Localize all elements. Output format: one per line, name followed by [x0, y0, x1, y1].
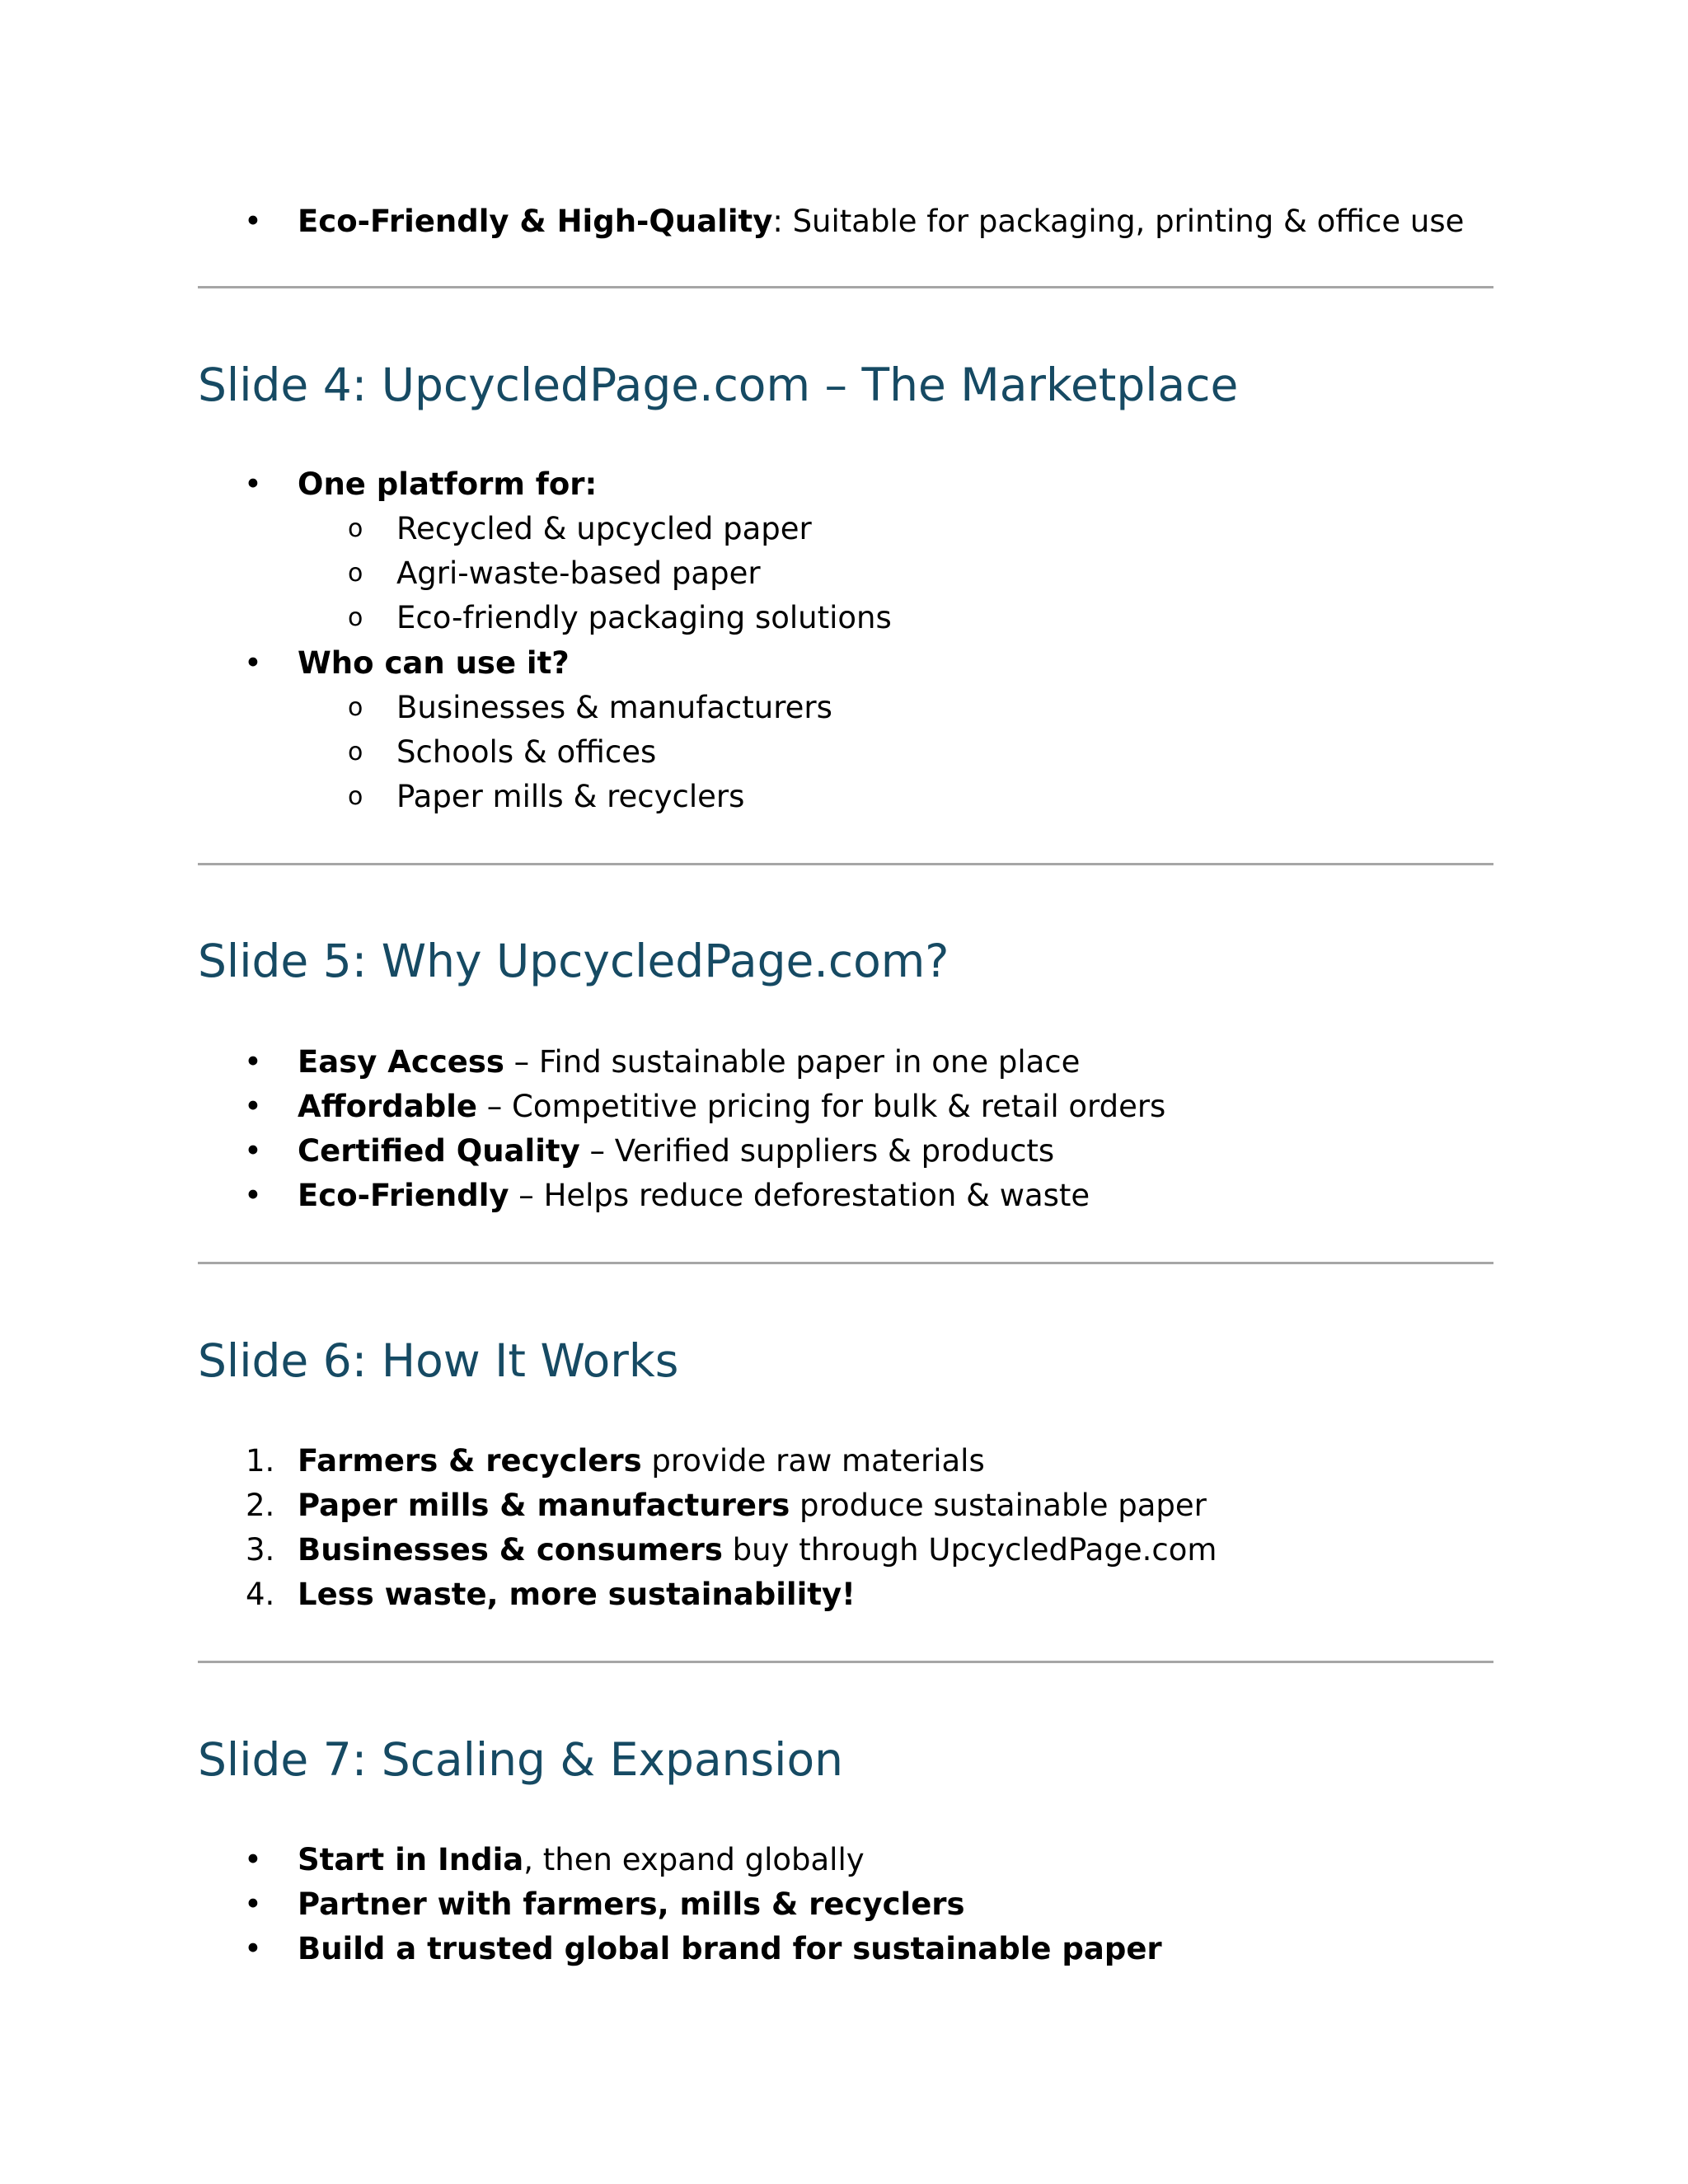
list-number: 1.: [246, 1443, 275, 1479]
sub-list-item-text: Eco-friendly packaging solutions: [396, 600, 892, 635]
list-item-bold: Affordable: [298, 1089, 477, 1124]
sub-list-item-text: Businesses & manufacturers: [396, 690, 832, 725]
list-item-text: buy through UpcycledPage.com: [722, 1532, 1217, 1568]
sub-list-item-text: Schools & offices: [396, 734, 657, 770]
sub-bullet-marker: o: [348, 559, 363, 588]
sub-list-item-text: Paper mills & recyclers: [396, 779, 745, 814]
divider: [198, 1661, 1493, 1663]
sub-list-item-text: Agri-waste-based paper: [396, 555, 761, 591]
list-item-bold: Build a trusted global brand for sustainable paper: [298, 1931, 1162, 1966]
list-group-label: Who can use it?: [298, 645, 570, 681]
bullet-marker: •: [244, 1886, 262, 1922]
list-item-bold: Businesses & consumers: [298, 1532, 723, 1568]
sub-bullet-marker: o: [348, 782, 363, 811]
list-item-bold: Easy Access: [298, 1044, 504, 1080]
sub-bullet-marker: o: [348, 603, 363, 632]
list-item-text: provide raw materials: [641, 1443, 985, 1479]
section-heading-slide-6: Slide 6: How It Works: [198, 1334, 679, 1387]
list-group-label: One platform for:: [298, 466, 598, 502]
list-number: 4.: [246, 1577, 275, 1612]
list-item-bold: Certified Quality: [298, 1133, 580, 1169]
bullet-marker: •: [244, 1842, 262, 1877]
bullet-marker: •: [244, 1931, 262, 1966]
list-item-text: – Find sustainable paper in one place: [504, 1044, 1081, 1080]
divider: [198, 863, 1493, 865]
list-item-bold: Less waste, more sustainability!: [298, 1577, 856, 1612]
divider: [198, 1262, 1493, 1264]
bullet-marker: •: [244, 1044, 262, 1080]
sub-bullet-marker: o: [348, 738, 363, 766]
list-item-text: : Suitable for packaging, printing & office use: [772, 204, 1465, 239]
section-heading-slide-4: Slide 4: UpcycledPage.com – The Marketplace: [198, 359, 1239, 411]
sub-list-item-text: Recycled & upcycled paper: [396, 511, 812, 546]
sub-bullet-marker: o: [348, 693, 363, 722]
list-item-text: – Verified suppliers & products: [579, 1133, 1055, 1169]
list-item-bold: Eco-Friendly & High-Quality: [298, 204, 773, 239]
bullet-marker: •: [244, 1133, 262, 1169]
list-item-text: , then expand globally: [523, 1842, 865, 1877]
bullet-marker: •: [244, 1089, 262, 1124]
list-item-bold: Farmers & recyclers: [298, 1443, 642, 1479]
list-item-text: produce sustainable paper: [790, 1488, 1207, 1523]
list-number: 3.: [246, 1532, 275, 1568]
section-heading-slide-5: Slide 5: Why UpcycledPage.com?: [198, 935, 950, 987]
list-item-bold: Start in India: [298, 1842, 524, 1877]
sub-bullet-marker: o: [348, 514, 363, 543]
list-number: 2.: [246, 1488, 275, 1523]
list-item-bold: Eco-Friendly: [298, 1178, 509, 1213]
list-item-text: – Helps reduce deforestation & waste: [509, 1178, 1090, 1213]
bullet-marker: •: [244, 204, 262, 239]
list-item-bold: Partner with farmers, mills & recyclers: [298, 1886, 965, 1922]
list-item-text: – Competitive pricing for bulk & retail orders: [477, 1089, 1166, 1124]
bullet-marker: •: [244, 466, 262, 502]
bullet-marker: •: [244, 1178, 262, 1213]
section-heading-slide-7: Slide 7: Scaling & Expansion: [198, 1733, 843, 1786]
divider: [198, 286, 1493, 288]
list-item-bold: Paper mills & manufacturers: [298, 1488, 790, 1523]
bullet-marker: •: [244, 645, 262, 681]
